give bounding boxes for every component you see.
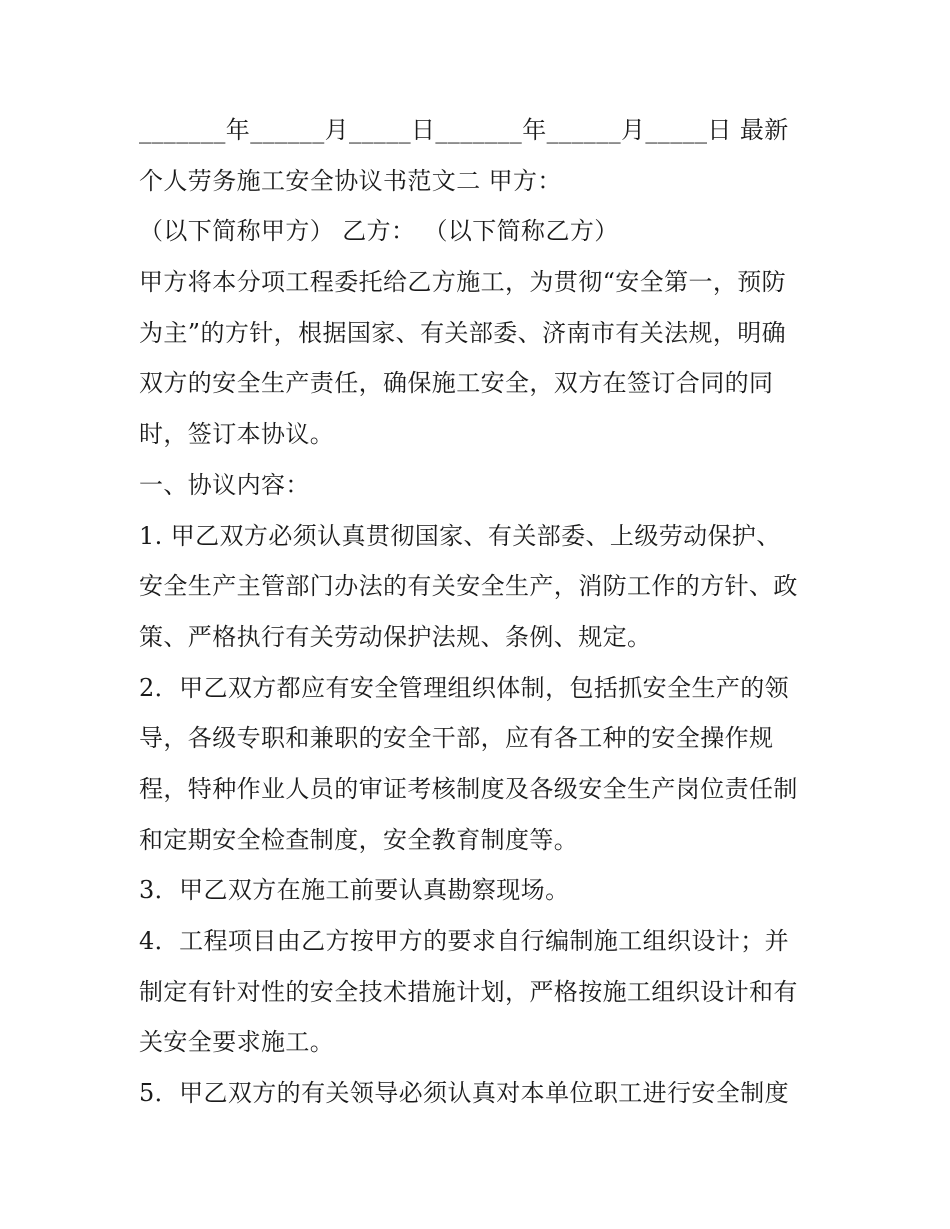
clause-1-line: 1. 甲乙双方必须认真贯彻国家、有关部委、上级劳动保护、 [139,522,781,550]
paragraph-line: 双方的安全生产责任，确保施工安全，双方在签订合同的同 [139,369,774,397]
section-heading: 一、协议内容： [139,471,310,499]
document-title-line: 个人劳务施工安全协议书范文二 甲方： [139,167,562,195]
date-line: _______年______月_____日_______年______月_____日 最新 [139,116,789,144]
clause-4-line: 4．工程项目由乙方按甲方的要求自行编制施工组织设计；并 [139,927,790,955]
clause-2-line: 程，特种作业人员的审证考核制度及各级安全生产岗位责任制 [139,775,798,803]
clause-5-line: 5．甲乙双方的有关领导必须认真对本单位职工进行安全制度 [139,1079,790,1107]
clause-4-line: 制定有针对性的安全技术措施计划，严格按施工组织设计和有 [139,978,798,1006]
paragraph-line: 时，签订本协议。 [139,420,335,448]
clause-2-line: 导，各级专职和兼职的安全干部，应有各工种的安全操作规 [139,724,774,752]
clause-4-line: 关安全要求施工。 [139,1028,335,1056]
clause-1-line: 策、严格执行有关劳动保护法规、条例、规定。 [139,623,652,651]
clause-1-line: 安全生产主管部门办法的有关安全生产，消防工作的方针、政 [139,572,798,600]
clause-2-line: 和定期安全检查制度，安全教育制度等。 [139,826,579,854]
clause-2-line: 2．甲乙双方都应有安全管理组织体制，包括抓安全生产的领 [139,674,790,702]
party-line: （以下简称甲方） 乙方： （以下简称乙方） [139,217,619,245]
clause-3-line: 3．甲乙双方在施工前要认真勘察现场。 [139,876,570,904]
paragraph-line: 甲方将本分项工程委托给乙方施工，为贯彻“安全第一，预防 [139,268,787,296]
paragraph-line: 为主”的方针，根据国家、有关部委、济南市有关法规，明确 [139,319,787,347]
